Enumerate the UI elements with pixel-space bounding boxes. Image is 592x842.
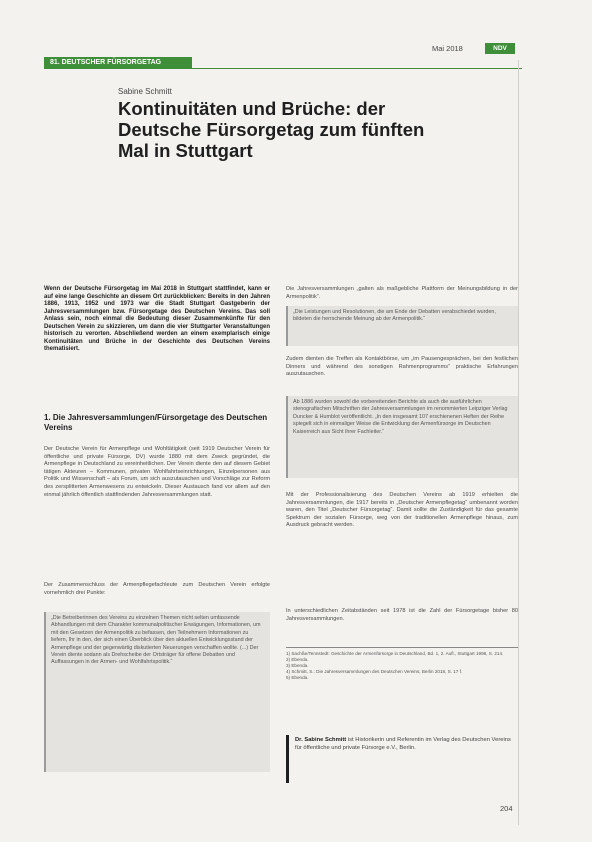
block-quote: „Die Leistungen und Resolutionen, die am Ende der Debatten verabschiedet wurden, bildeten die herrschende Meinung ab der Armenpolitik.“ [286,306,518,346]
footnote: 3) Ebenda. [286,663,309,668]
body-paragraph: Mit der Professionalisierung des Deutschen Vereins ab 1919 erhielten die Jahresversammlungen, die 1917 bereits in „Deutscher Armenpflegetag“ umbenannt worden waren, den Titel „Deutscher Fürsorgetag“. Damit sollte die Zuständigkeit für das gesamte Spektrum der sozialen Fürsorge, weg von der traditionellen Armenpflege hinaus, zum Ausdruck gebracht werden. [286,492,518,529]
article-lead: Wenn der Deutsche Fürsorgetag im Mai 2018 in Stuttgart stattfindet, kann er auf eine lange Geschichte an diesem Ort zurückblicken: Bereits in den Jahren 1886, 1913, 1952 und 1973 war die Stadt Stuttgart Gastgeberin der Jahresversammlungen bzw. Fürsorgetage des Deutschen Vereins. Das soll Anlass sein, noch einmal die Bedeutung dieser Zusammenkünfte für den Deutschen Verein zu skizzieren, um dann die vier Stuttgarter Veranstaltungen historisch zu verorten. Abschließend werden an einem exemplarisch einige Kontinuitäten und Brüche in der Geschichte des Deutschen Vereins thematisiert. [44,286,270,352]
body-paragraph: Die Jahresversammlungen „galten als maßgebliche Plattform der Meinungsbildung in der Armenpolitik“. [286,286,518,300]
author-bio [286,735,518,783]
footnote: 4) Schmitt, S.: Die Jahresversammlungen des Deutschen Vereins, Berlin 2018, S. 17 f. [286,669,463,674]
article-title: Kontinuitäten und Brüche: der Deutsche Fürsorgetag zum fünften Mal in Stuttgart [118,98,425,161]
header-rule [44,68,522,69]
page-number: 204 [500,804,513,813]
journal-badge: NDV [485,43,515,54]
bio-name: Dr. Sabine Schmitt [295,737,347,743]
block-quote: „Die Betreiberinnen des Vereins zu einzelnen Themen nicht selten umfassende Abhandlungen mit dem Charakter kommunalpolitischer Erwägungen, Informationen, um mit den Gesetzen der Armenpolitik zu befassen, den Teilnehmern Informationen zu liefern, Ihr in den, der sich einen Überblick über den aktuellen Entwicklungsstand der Armenpflege und der gegenwärtig diskutierten Neuerungen verschaffen wollte. (...) Der Verein diente sodann als Drehscheibe der Ortsträger für offene Debatten und Auffassungen in der Armen- und Wohlfahrtspolitik.“ [44,612,270,772]
footnote: 5) Ebenda. [286,675,309,680]
body-paragraph: Der Deutsche Verein für Armenpflege und Wohltätigkeit (seit 1919 Deutscher Verein für öffentliche und private Fürsorge, DV) wurde 1880 mit dem Zweck gegründet, die Armenpflege in Deutschland zu vereinheitlichen. Der Verein diente den auf diesem Gebiet tätigen Akteuren – Kommunen, privaten Wohlfahrtseinrichtungen, Einzelpersonen aus Politik und Wissenschaft – als Forum, um sich auszutauschen und Vorschläge zur Reform des zersplitterten Armenwesens zu entwickeln. Dieser Austausch fand vor allem auf den einmal jährlich öffentlich stattfindenden Jahresversammlungen statt. [44,446,270,498]
footnote: 2) Ebenda. [286,657,309,662]
article-author: Sabine Schmitt [118,87,172,96]
section-label: 81. DEUTSCHER FÜRSORGETAG [44,57,192,69]
bio-text: ist Historikerin und Referentin im Verlag des Deutschen Vereins für öffentliche und private Fürsorge e.V., Berlin. [295,737,511,751]
body-paragraph: Zudem dienten die Treffen als Kontaktbörse, um „im Pausengesprächen, bei den festlichen Dinners und während des sonstigen Rahmenprogramms“ praktische Erfahrungen auszutauschen. [286,356,518,378]
block-quote: Ab 1886 wurden sowohl die vorbereitenden Berichte als auch die ausführlichen stenografischen Mitschriften der Jahresversammlungen im renommierten Leipziger Verlag Duncker & Humblot veröffentlicht. „In den insgesamt 107 erschienenen Heften der Reihe spiegelt sich in einmaliger Weise die Entwicklung der Armenfürsorge im Deutschen Kaiserreich aus Sicht ihrer Fachleiter.“ [286,396,518,478]
issue-date: Mai 2018 [432,44,463,53]
body-paragraph: In unterschiedlichen Zeitabständen seit 1978 ist die Zahl der Fürsorgetage bisher 80 Jahresversammlungen. [286,608,518,622]
footnotes [286,651,518,681]
footnote-rule [286,647,518,648]
section-heading: 1. Die Jahresversammlungen/Fürsorgetage des Deutschen Vereins [44,413,268,432]
body-paragraph: Der Zusammenschluss der Armenpflegefachleute zum Deutschen Verein erfolgte vornehmlich drei Punkte: [44,582,270,596]
page-edge-rule [518,60,519,825]
footnote: 1) Sachße/Tennstedt: Geschichte der Armenfürsorge in Deutschland, Bd. 1, 2. Aufl., Stuttgart 1998, S. 214. [286,651,504,656]
